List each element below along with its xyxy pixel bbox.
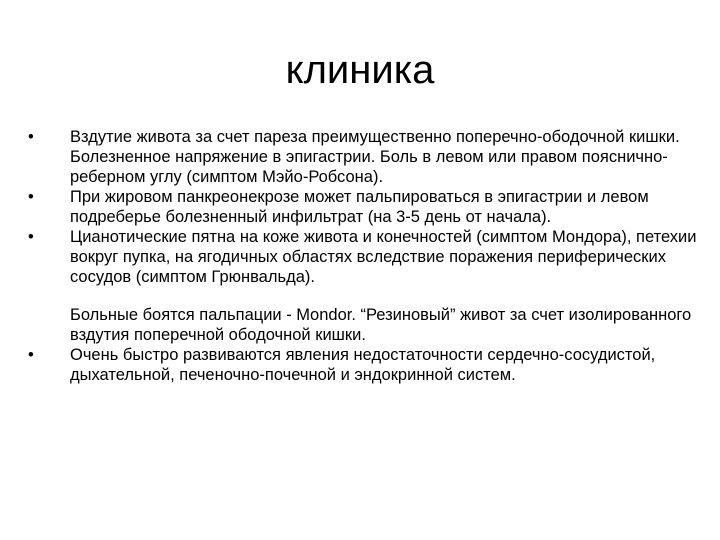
bullet-icon: •	[28, 128, 34, 146]
list-item	[28, 227, 708, 287]
list-item	[28, 305, 708, 345]
bullet-list	[28, 127, 708, 385]
list-item-text: Цианотические пятна на коже живота и конечностей (симптом Мондора), петехии вокруг пупка, на ягодичных областях вследствие поражения периферических сосудов (симптом Грюнвальда).	[70, 228, 697, 286]
list-item	[28, 187, 708, 227]
bullet-icon: •	[28, 188, 34, 206]
list-item	[28, 127, 708, 187]
bullet-icon: •	[28, 346, 34, 364]
list-item-text: При жировом панкреонекрозе может пальпироваться в эпигастрии и левом подреберье болезненный инфильтрат (на 3-5 день от начала).	[70, 188, 649, 226]
bullet-icon: •	[28, 228, 34, 246]
list-item-text: Вздутие живота за счет пареза преимущественно поперечно-ободочной кишки. Болезненное напряжение в эпигастрии. Боль в левом или правом пояснично-реберном углу (симптом Мэйо-Робсона).	[70, 128, 680, 186]
list-item-text: Больные боятся пальпации - Mondor. “Резиновый” живот за счет изолированного вздутия поперечной ободочной кишки.	[70, 306, 692, 344]
slide-title: клиника	[285, 48, 435, 92]
list-item	[28, 345, 708, 385]
list-item-text: Очень быстро развиваются явления недостаточности сердечно-сосудистой, дыхательной, печеночно-почечной и эндокринной систем.	[70, 346, 656, 384]
